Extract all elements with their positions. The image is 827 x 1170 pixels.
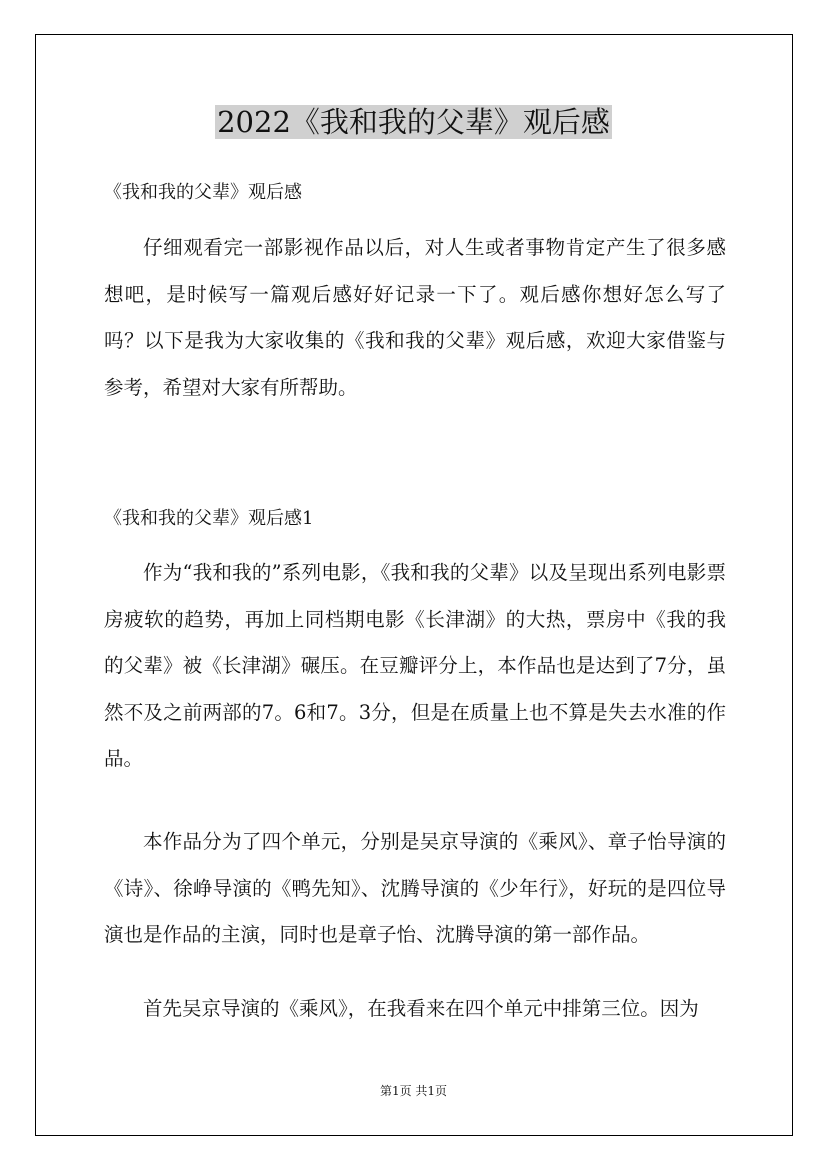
section-1-paragraph-3: 首先吴京导演的《乘风》，在我看来在四个单元中排第三位。因为 [143, 997, 699, 1020]
intro-paragraph: 仔细观看完一部影视作品以后，对人生或者事物肯定产生了很多感想吧，是时候写一篇观后感好好记录一下了。观后感你想好怎么写了吗？以下是我为大家收集的《我和我的父辈》观后感，欢迎大家借鉴与参考，希望对大家有所帮助。 [104, 236, 726, 399]
section-1-heading: 《我和我的父辈》观后感1 [104, 508, 314, 529]
page-indicator: 第1页 共1页 [379, 1084, 448, 1098]
document-title [0, 100, 827, 144]
section-1-paragraph-2: 本作品分为了四个单元，分别是吴京导演的《乘风》、章子怡导演的《诗》、徐峥导演的《鸭先知》、沈腾导演的《少年行》，好玩的是四位导演也是作品的主演，同时也是章子怡、沈腾导演的第一部作品。 [104, 830, 726, 946]
intro-heading: 《我和我的父辈》观后感 [104, 182, 302, 203]
document-title-text: 2022《我和我的父辈》观后感 [217, 105, 610, 139]
section-1-paragraph-1: 作为“我和我的”系列电影，《我和我的父辈》以及呈现出系列电影票房疲软的趋势，再加上同档期电影《长津湖》的大热，票房中《我的我的父辈》被《长津湖》碾压。在豆瓣评分上，本作品也是达到了7分，虽然不及之前两部的7。6和7。3分，但是在质量上也不算是失去水准的作品。 [104, 561, 726, 770]
